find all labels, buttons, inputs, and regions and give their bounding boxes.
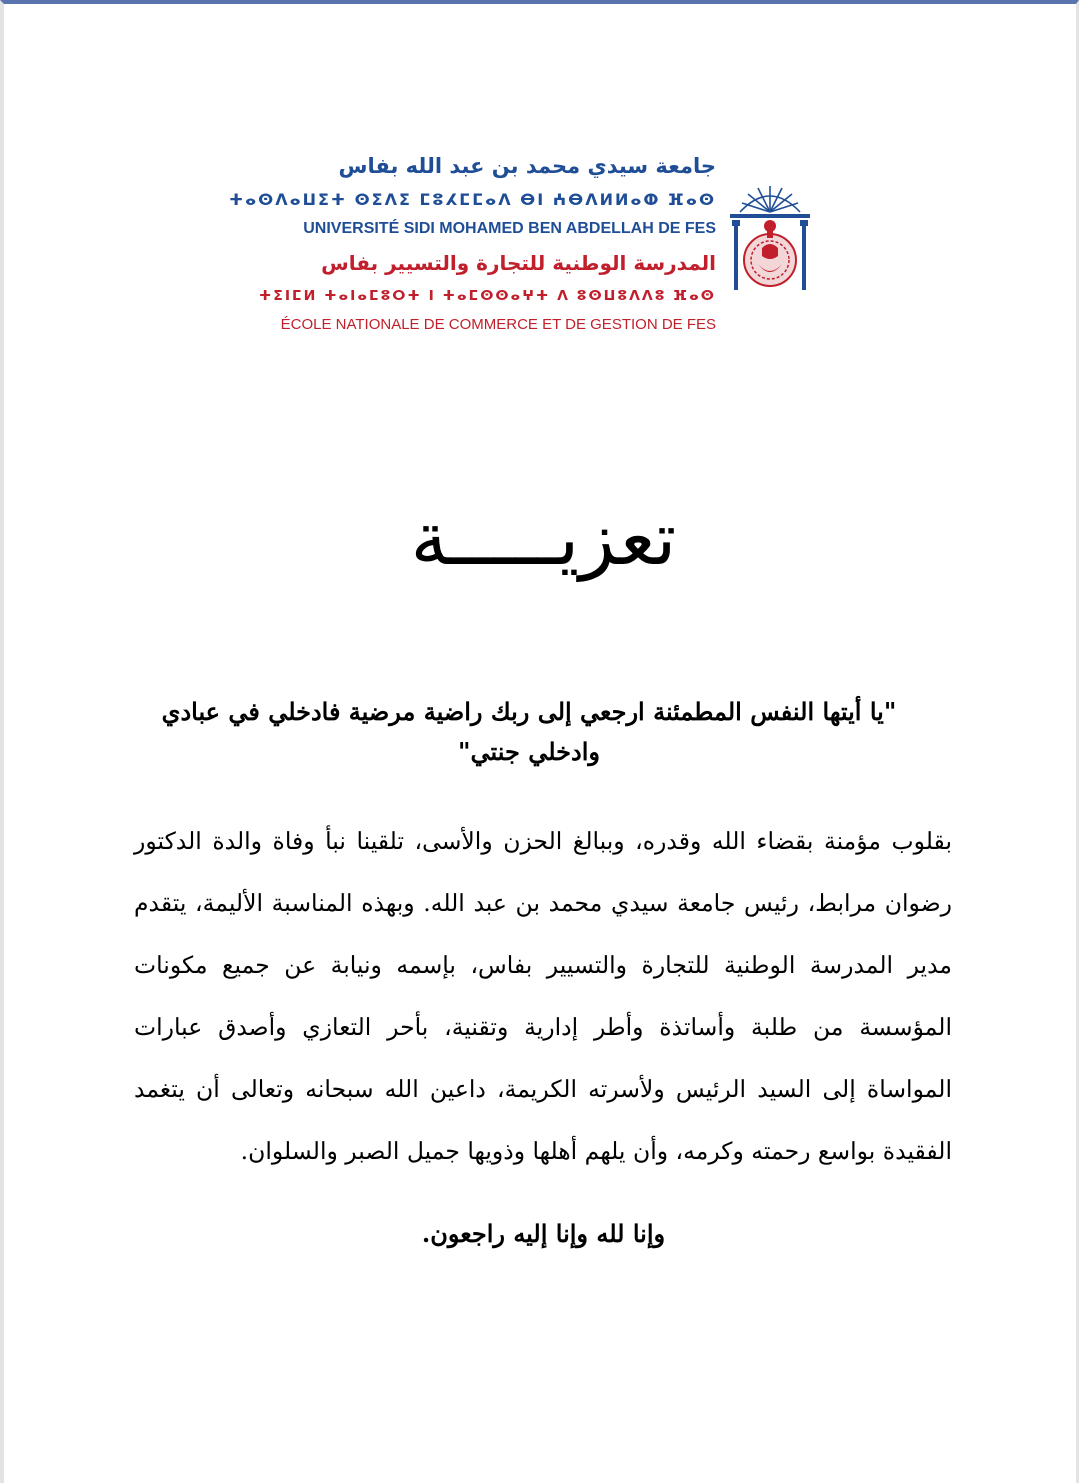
school-name-tifinagh: ⵜⵉⵏⵎⵍ ⵜⴰⵏⴰⵎⵓⵔⵜ ⵏ ⵜⴰⵎⵙⵙⴰⵖⵜ ⴷ ⵓⵙⵡⵓⴷⴷⵓ ⴼⴰⵙ [259,288,716,304]
university-name-french: UNIVERSITÉ SIDI MOHAMED BEN ABDELLAH DE FES [303,220,716,237]
university-name-arabic: جامعة سيدي محمد بن عبد الله بفاس [338,154,716,178]
university-crest-icon [726,182,814,300]
school-name-arabic: المدرسة الوطنية للتجارة والتسيير بفاس [321,251,716,275]
school-name-french: ÉCOLE NATIONALE DE COMMERCE ET DE GESTION DE FES [280,316,716,333]
condolence-paragraph: بقلوب مؤمنة بقضاء الله وقدره، وببالغ الحزن والأسى، تلقينا نبأ وفاة والدة الدكتور رضوان مرابط، رئيس جامعة سيدي محمد بن عبد الله. وبهذه المناسبة الأليمة، يتقدم مدير المدرسة الوطنية للتجارة والتسيير بفاس، بإسمه ونيابة عن جميع مكونات المؤسسة من طلبة وأساتذة وأطر إدارية وتقنية، بأحر التعازي وأصدق عبارات المواساة إلى السيد الرئيس ولأسرته الكريمة، داعين الله سبحانه وتعالى أن يتغمد الفقيدة بواسع رحمته وكرمه، وأن يلهم أهلها وذويها جميل الصبر والسلوان. [134,827,952,1165]
closing-phrase: وإنا لله وإنا إليه راجعون. [421,1219,666,1248]
page-title: تعزيـــــة [410,496,677,582]
university-name-tifinagh: ⵜⴰⵙⴷⴰⵡⵉⵜ ⵙⵉⴷⵉ ⵎⵓⵃⵎⵎⴰⴷ ⴱⵏ ⵄⴱⴷⵍⵍⴰⵀ ⴼⴰⵙ [229,190,716,209]
letterhead [229,154,816,339]
quran-verse: "يا أيتها النفس المطمئنة ارجعي إلى ربك راضية مرضية فادخلي في عبادي وادخلي جنتي" [161,697,897,766]
